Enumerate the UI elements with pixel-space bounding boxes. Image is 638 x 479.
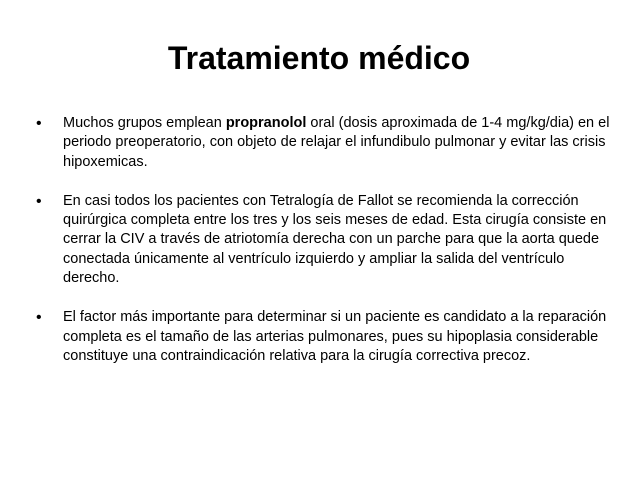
bullet-list — [36, 114, 616, 386]
bullet-text: El factor más importante para determinar si un paciente es candidato a la reparación completa es el tamaño de las arterias pulmonares, pues su hipoplasia considerable constituye una contraindicación relativa para la cirugía correctiva precoz. — [63, 309, 607, 364]
bullet-item-surgery — [36, 192, 616, 288]
bullet-marker: • — [36, 192, 42, 210]
bullet-marker: • — [36, 115, 42, 132]
bullet-text-bold: propranolol — [225, 115, 307, 131]
bullet-marker: • — [36, 309, 42, 327]
bullet-item-propranolol — [36, 114, 616, 172]
bullet-text: En casi todos los pacientes con Tetralogía de Fallot se recomienda la corrección quirúrgica completa entre los tres y los seis meses de edad. Esta cirugía consiste en cerrar la CIV a través de atriotomía derecha con un parche para que la aorta quede conectada únicamente al ventrículo izquierdo y ampliar la salida del ventrículo derecho. — [63, 192, 607, 287]
bullet-text-pre: Muchos grupos emplean — [63, 115, 226, 131]
bullet-text-post: oral (dosis aproximada de 1-4 mg/kg/dia) en el periodo preoperatorio, con objeto de relajar el infundibulo pulmonar y evitar las crisis hipoxemicas. — [63, 115, 610, 170]
bullet-item-pulmonary-arteries — [36, 308, 616, 366]
slide-title: Tratamiento médico — [167, 40, 471, 76]
bullet-text — [63, 114, 616, 172]
